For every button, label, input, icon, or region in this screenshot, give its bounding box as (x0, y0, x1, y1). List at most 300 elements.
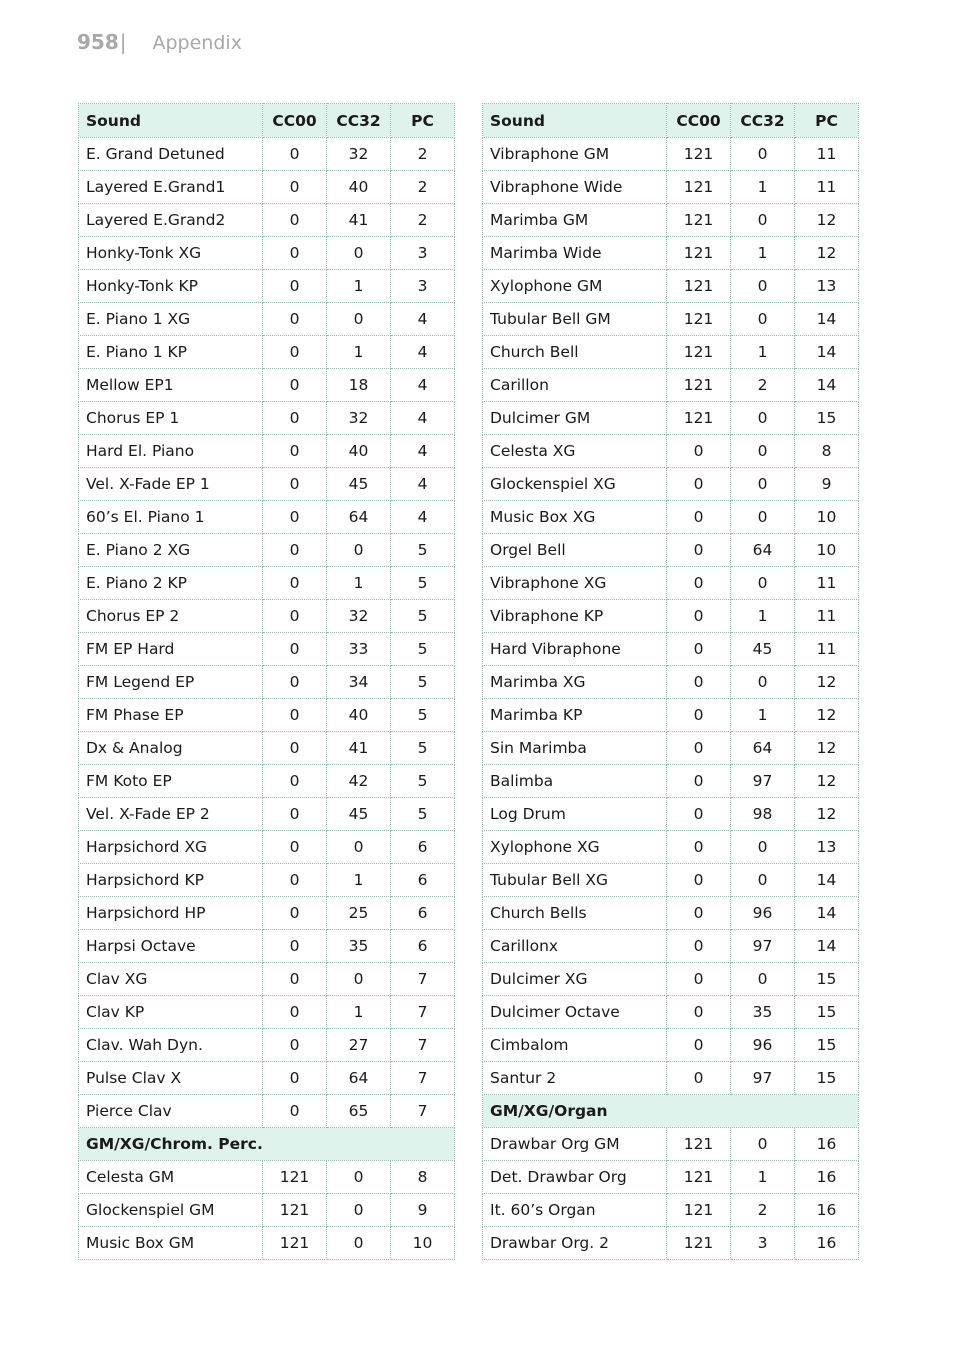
sound-name: E. Piano 1 XG (79, 303, 263, 336)
cc32-value: 0 (327, 237, 391, 270)
sound-name: Dulcimer GM (483, 402, 667, 435)
cc00-value: 0 (263, 336, 327, 369)
sound-name: Church Bell (483, 336, 667, 369)
column-header-cc32: CC32 (327, 104, 391, 138)
table-row (79, 1227, 455, 1260)
cc00-value: 0 (263, 303, 327, 336)
pc-value: 14 (795, 897, 859, 930)
cc00-value: 121 (667, 303, 731, 336)
cc32-value: 0 (327, 831, 391, 864)
table-row (483, 1062, 859, 1095)
pc-value: 11 (795, 633, 859, 666)
sound-name: Glockenspiel XG (483, 468, 667, 501)
pc-value: 15 (795, 996, 859, 1029)
sound-name: Mellow EP1 (79, 369, 263, 402)
pc-value: 2 (391, 138, 455, 171)
sound-name: Santur 2 (483, 1062, 667, 1095)
table-row (483, 930, 859, 963)
sound-name: Marimba XG (483, 666, 667, 699)
table-row (79, 864, 455, 897)
pc-value: 12 (795, 765, 859, 798)
cc32-value: 64 (327, 501, 391, 534)
sound-name: Layered E.Grand1 (79, 171, 263, 204)
pc-value: 12 (795, 204, 859, 237)
cc00-value: 0 (263, 699, 327, 732)
cc00-value: 0 (667, 831, 731, 864)
cc00-value: 0 (263, 369, 327, 402)
cc32-value: 18 (327, 369, 391, 402)
cc00-value: 0 (667, 633, 731, 666)
cc00-value: 121 (667, 237, 731, 270)
table-row (483, 501, 859, 534)
table-row (483, 204, 859, 237)
table-row (79, 369, 455, 402)
pc-value: 5 (391, 600, 455, 633)
table-row (483, 369, 859, 402)
table-row (483, 171, 859, 204)
cc00-value: 0 (667, 930, 731, 963)
column-header-pc: PC (391, 104, 455, 138)
cc00-value: 0 (263, 171, 327, 204)
table-row (483, 600, 859, 633)
cc00-value: 0 (667, 468, 731, 501)
cc00-value: 0 (263, 468, 327, 501)
group-header-row (79, 1128, 455, 1161)
pc-value: 9 (391, 1194, 455, 1227)
pc-value: 14 (795, 303, 859, 336)
sound-table-right-body (483, 138, 859, 1260)
cc32-value: 35 (327, 930, 391, 963)
cc00-value: 121 (667, 171, 731, 204)
cc00-value: 0 (667, 996, 731, 1029)
cc32-value: 27 (327, 1029, 391, 1062)
sound-name: Celesta GM (79, 1161, 263, 1194)
table-row (483, 1029, 859, 1062)
cc32-value: 97 (731, 930, 795, 963)
cc32-value: 1 (327, 996, 391, 1029)
sound-name: Marimba KP (483, 699, 667, 732)
cc32-value: 1 (327, 567, 391, 600)
column-header-pc: PC (795, 104, 859, 138)
sound-name: Pierce Clav (79, 1095, 263, 1128)
pc-value: 5 (391, 534, 455, 567)
table-row (79, 237, 455, 270)
pc-value: 11 (795, 171, 859, 204)
pc-value: 15 (795, 402, 859, 435)
sound-name: Church Bells (483, 897, 667, 930)
table-row (483, 732, 859, 765)
cc00-value: 0 (263, 633, 327, 666)
sound-name: Xylophone GM (483, 270, 667, 303)
table-row (79, 930, 455, 963)
sound-name: Carillonx (483, 930, 667, 963)
cc32-value: 64 (731, 732, 795, 765)
sound-name: Clav. Wah Dyn. (79, 1029, 263, 1062)
sound-name: 60’s El. Piano 1 (79, 501, 263, 534)
sound-name: Vibraphone GM (483, 138, 667, 171)
pc-value: 6 (391, 864, 455, 897)
cc00-value: 121 (667, 1128, 731, 1161)
pc-value: 2 (391, 204, 455, 237)
pc-value: 7 (391, 1062, 455, 1095)
table-row (483, 1227, 859, 1260)
cc32-value: 0 (327, 1227, 391, 1260)
table-row (483, 633, 859, 666)
cc00-value: 121 (667, 336, 731, 369)
cc00-value: 0 (667, 501, 731, 534)
cc32-value: 0 (327, 303, 391, 336)
cc00-value: 0 (263, 402, 327, 435)
cc00-value: 0 (263, 1029, 327, 1062)
cc32-value: 96 (731, 1029, 795, 1062)
pc-value: 12 (795, 732, 859, 765)
sound-table-left-body (79, 138, 455, 1260)
pc-value: 11 (795, 138, 859, 171)
sound-name: E. Piano 2 KP (79, 567, 263, 600)
table-row (79, 303, 455, 336)
table-row (483, 897, 859, 930)
table-row (483, 765, 859, 798)
sound-name: Harpsichord KP (79, 864, 263, 897)
pc-value: 4 (391, 468, 455, 501)
pc-value: 6 (391, 831, 455, 864)
pc-value: 11 (795, 567, 859, 600)
sound-name: Balimba (483, 765, 667, 798)
pc-value: 3 (391, 237, 455, 270)
cc00-value: 121 (667, 1227, 731, 1260)
cc32-value: 32 (327, 138, 391, 171)
cc00-value: 0 (667, 798, 731, 831)
cc00-value: 0 (667, 732, 731, 765)
pc-value: 5 (391, 633, 455, 666)
table-row (483, 468, 859, 501)
table-header-row (483, 104, 859, 138)
table-row (79, 1194, 455, 1227)
sound-name: FM EP Hard (79, 633, 263, 666)
table-row (483, 336, 859, 369)
cc32-value: 41 (327, 732, 391, 765)
pc-value: 5 (391, 765, 455, 798)
table-row (483, 1194, 859, 1227)
table-row (483, 402, 859, 435)
cc00-value: 0 (263, 534, 327, 567)
sound-name: Music Box GM (79, 1227, 263, 1260)
table-row (79, 798, 455, 831)
cc00-value: 0 (263, 1095, 327, 1128)
cc00-value: 121 (263, 1194, 327, 1227)
sound-name: Harpsichord HP (79, 897, 263, 930)
pc-value: 6 (391, 930, 455, 963)
sound-name: Hard El. Piano (79, 435, 263, 468)
cc32-value: 0 (731, 270, 795, 303)
cc32-value: 35 (731, 996, 795, 1029)
cc32-value: 0 (731, 204, 795, 237)
cc32-value: 1 (731, 171, 795, 204)
cc00-value: 0 (263, 600, 327, 633)
pc-value: 13 (795, 831, 859, 864)
pc-value: 7 (391, 963, 455, 996)
cc00-value: 0 (263, 270, 327, 303)
pc-value: 8 (795, 435, 859, 468)
cc00-value: 0 (263, 204, 327, 237)
pc-value: 10 (391, 1227, 455, 1260)
sound-name: FM Legend EP (79, 666, 263, 699)
sound-name: Hard Vibraphone (483, 633, 667, 666)
cc00-value: 0 (263, 831, 327, 864)
cc32-value: 0 (327, 534, 391, 567)
pc-value: 4 (391, 369, 455, 402)
table-row (79, 138, 455, 171)
cc32-value: 0 (731, 468, 795, 501)
table-row (79, 963, 455, 996)
cc00-value: 0 (263, 732, 327, 765)
cc32-value: 64 (327, 1062, 391, 1095)
pc-value: 16 (795, 1227, 859, 1260)
sound-name: Log Drum (483, 798, 667, 831)
table-row (483, 303, 859, 336)
pc-value: 15 (795, 963, 859, 996)
cc00-value: 0 (263, 798, 327, 831)
cc32-value: 45 (327, 468, 391, 501)
cc32-value: 0 (731, 963, 795, 996)
pc-value: 15 (795, 1062, 859, 1095)
cc00-value: 0 (667, 600, 731, 633)
pc-value: 4 (391, 303, 455, 336)
column-header-sound: Sound (79, 104, 263, 138)
pc-value: 16 (795, 1194, 859, 1227)
pc-value: 14 (795, 336, 859, 369)
cc00-value: 0 (263, 1062, 327, 1095)
pc-value: 14 (795, 930, 859, 963)
cc32-value: 40 (327, 699, 391, 732)
table-row (79, 468, 455, 501)
table-row (79, 1161, 455, 1194)
cc00-value: 0 (667, 666, 731, 699)
cc32-value: 1 (731, 237, 795, 270)
group-label: GM/XG/Chrom. Perc. (79, 1128, 455, 1161)
sound-name: Dulcimer Octave (483, 996, 667, 1029)
cc32-value: 1 (327, 864, 391, 897)
pc-value: 5 (391, 732, 455, 765)
table-row (483, 534, 859, 567)
cc00-value: 0 (667, 435, 731, 468)
pc-value: 7 (391, 996, 455, 1029)
cc00-value: 0 (263, 435, 327, 468)
pc-value: 13 (795, 270, 859, 303)
cc32-value: 64 (731, 534, 795, 567)
cc00-value: 121 (263, 1161, 327, 1194)
sound-name: Tubular Bell GM (483, 303, 667, 336)
pc-value: 8 (391, 1161, 455, 1194)
sound-name: Sin Marimba (483, 732, 667, 765)
column-header-sound: Sound (483, 104, 667, 138)
pc-value: 15 (795, 1029, 859, 1062)
pc-value: 9 (795, 468, 859, 501)
cc00-value: 121 (263, 1227, 327, 1260)
cc00-value: 0 (263, 765, 327, 798)
sound-name: Pulse Clav X (79, 1062, 263, 1095)
sound-name: E. Grand Detuned (79, 138, 263, 171)
sound-name: Det. Drawbar Org (483, 1161, 667, 1194)
sound-name: Carillon (483, 369, 667, 402)
cc32-value: 1 (731, 1161, 795, 1194)
sound-name: Music Box XG (483, 501, 667, 534)
cc00-value: 0 (263, 996, 327, 1029)
pc-value: 12 (795, 237, 859, 270)
cc32-value: 97 (731, 1062, 795, 1095)
sound-name: Celesta XG (483, 435, 667, 468)
cc32-value: 1 (731, 699, 795, 732)
cc32-value: 1 (731, 600, 795, 633)
cc00-value: 0 (667, 567, 731, 600)
cc32-value: 34 (327, 666, 391, 699)
page-header (77, 30, 242, 60)
section-title: Appendix (152, 32, 242, 54)
table-row (483, 1128, 859, 1161)
table-row (483, 567, 859, 600)
cc32-value: 32 (327, 600, 391, 633)
table-row (79, 732, 455, 765)
sound-name: Dulcimer XG (483, 963, 667, 996)
cc00-value: 0 (667, 897, 731, 930)
cc32-value: 0 (731, 1128, 795, 1161)
table-row (79, 270, 455, 303)
table-row (79, 1062, 455, 1095)
cc00-value: 0 (263, 567, 327, 600)
cc00-value: 0 (263, 138, 327, 171)
pc-value: 2 (391, 171, 455, 204)
cc32-value: 40 (327, 435, 391, 468)
cc32-value: 0 (731, 501, 795, 534)
cc00-value: 0 (667, 699, 731, 732)
table-row (79, 996, 455, 1029)
cc32-value: 0 (731, 666, 795, 699)
table-row (483, 270, 859, 303)
page-number: 958 (77, 30, 119, 54)
table-row (483, 798, 859, 831)
sound-name: Harpsichord XG (79, 831, 263, 864)
table-row (79, 567, 455, 600)
cc00-value: 0 (263, 930, 327, 963)
table-row (79, 765, 455, 798)
sound-name: Marimba GM (483, 204, 667, 237)
cc32-value: 96 (731, 897, 795, 930)
sound-name: Chorus EP 2 (79, 600, 263, 633)
table-row (79, 600, 455, 633)
sound-name: Orgel Bell (483, 534, 667, 567)
pc-value: 4 (391, 336, 455, 369)
cc00-value: 121 (667, 1194, 731, 1227)
cc32-value: 33 (327, 633, 391, 666)
sound-name: FM Phase EP (79, 699, 263, 732)
cc00-value: 0 (263, 666, 327, 699)
sound-name: Glockenspiel GM (79, 1194, 263, 1227)
column-header-cc00: CC00 (667, 104, 731, 138)
cc00-value: 0 (667, 534, 731, 567)
cc32-value: 3 (731, 1227, 795, 1260)
cc32-value: 41 (327, 204, 391, 237)
table-row (79, 501, 455, 534)
cc32-value: 40 (327, 171, 391, 204)
pc-value: 12 (795, 699, 859, 732)
sound-name: Tubular Bell XG (483, 864, 667, 897)
sound-name: Clav KP (79, 996, 263, 1029)
page-separator: | (119, 30, 127, 54)
table-row (79, 204, 455, 237)
cc32-value: 0 (731, 435, 795, 468)
cc00-value: 0 (667, 765, 731, 798)
cc32-value: 0 (731, 402, 795, 435)
cc32-value: 0 (327, 1194, 391, 1227)
cc00-value: 0 (667, 1062, 731, 1095)
table-row (483, 666, 859, 699)
sound-name: Xylophone XG (483, 831, 667, 864)
sound-name: Layered E.Grand2 (79, 204, 263, 237)
column-header-cc32: CC32 (731, 104, 795, 138)
cc00-value: 0 (263, 237, 327, 270)
table-row (79, 897, 455, 930)
cc00-value: 121 (667, 270, 731, 303)
sound-name: Drawbar Org. 2 (483, 1227, 667, 1260)
pc-value: 7 (391, 1095, 455, 1128)
cc32-value: 0 (731, 303, 795, 336)
table-row (483, 864, 859, 897)
cc32-value: 0 (731, 831, 795, 864)
sound-name: Vibraphone KP (483, 600, 667, 633)
pc-value: 10 (795, 534, 859, 567)
sound-name: FM Koto EP (79, 765, 263, 798)
pc-value: 11 (795, 600, 859, 633)
sound-name: Vel. X-Fade EP 2 (79, 798, 263, 831)
cc32-value: 2 (731, 369, 795, 402)
cc32-value: 1 (731, 336, 795, 369)
cc00-value: 121 (667, 402, 731, 435)
pc-value: 6 (391, 897, 455, 930)
table-row (483, 996, 859, 1029)
cc00-value: 121 (667, 1161, 731, 1194)
table-row (483, 138, 859, 171)
group-label: GM/XG/Organ (483, 1095, 859, 1128)
table-row (79, 435, 455, 468)
cc00-value: 0 (263, 963, 327, 996)
cc32-value: 0 (731, 864, 795, 897)
sound-name: E. Piano 2 XG (79, 534, 263, 567)
pc-value: 5 (391, 699, 455, 732)
pc-value: 12 (795, 666, 859, 699)
cc32-value: 98 (731, 798, 795, 831)
pc-value: 10 (795, 501, 859, 534)
sound-name: Vibraphone XG (483, 567, 667, 600)
sound-name: Honky-Tonk KP (79, 270, 263, 303)
table-row (79, 633, 455, 666)
pc-value: 12 (795, 798, 859, 831)
cc32-value: 65 (327, 1095, 391, 1128)
pc-value: 14 (795, 864, 859, 897)
cc00-value: 0 (667, 864, 731, 897)
pc-value: 5 (391, 567, 455, 600)
table-row (79, 336, 455, 369)
cc00-value: 121 (667, 204, 731, 237)
sound-name: E. Piano 1 KP (79, 336, 263, 369)
pc-value: 4 (391, 501, 455, 534)
cc32-value: 45 (731, 633, 795, 666)
sound-table-left (78, 103, 455, 1260)
cc32-value: 45 (327, 798, 391, 831)
cc32-value: 1 (327, 270, 391, 303)
table-row (483, 831, 859, 864)
table-row (79, 1029, 455, 1062)
cc32-value: 97 (731, 765, 795, 798)
